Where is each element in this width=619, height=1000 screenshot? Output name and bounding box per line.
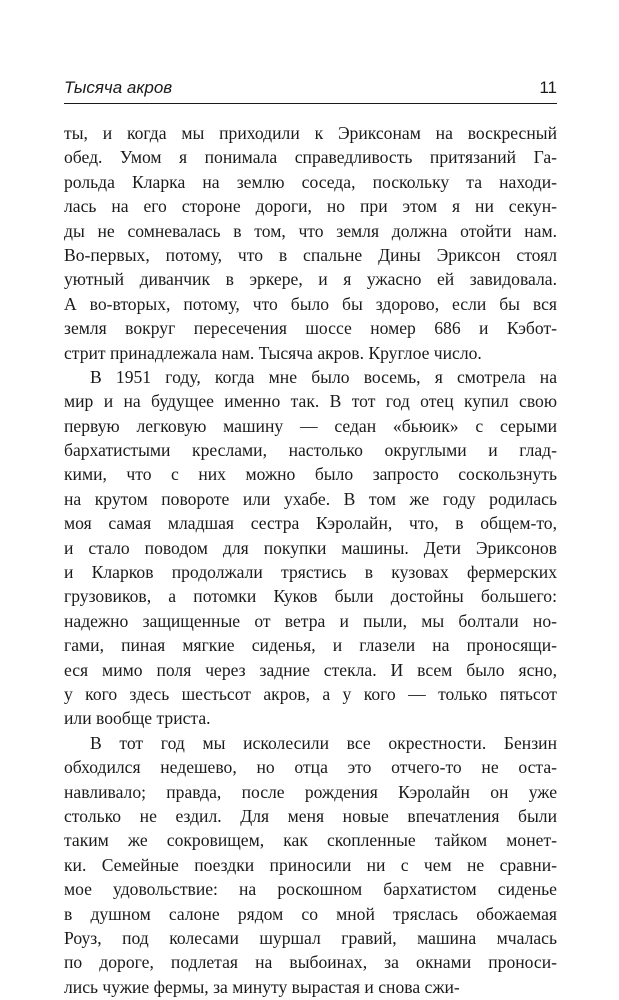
text-line: В тот год мы исколесили все окрестности. Бензин: [90, 732, 557, 753]
text-line: ки. Семейные поездки приносили ни с чем не сравни-: [64, 854, 557, 875]
text-line: земля вокруг пересечения шоссе номер 686 и Кэбот-: [64, 318, 557, 339]
text-line: и Кларков продолжали трястись в кузовах фермерских: [64, 562, 557, 583]
text-line: моя самая младшая сестра Кэролайн, что, в общем-то,: [64, 513, 557, 534]
text-line: мир и на будущее именно так. В тот год отец купил свою: [64, 391, 557, 412]
page-number: 11: [539, 78, 557, 97]
text-line: Во-первых, потому, что в спальне Дины Эриксон стоял: [64, 244, 557, 265]
text-line: столько не ездил. Для меня новые впечатления были: [64, 805, 557, 826]
header-rule: [64, 103, 557, 104]
text-line: рольда Кларка на землю соседа, поскольку та находи-: [64, 171, 557, 192]
text-line: грузовиков, а потомки Куков были достойны большего:: [64, 586, 557, 607]
text-line: таким же сокровищем, как скопленные тайком монет-: [64, 830, 557, 851]
text-line: в душном салоне рядом со мной тряслась обожаемая: [64, 903, 557, 924]
text-line: А во-вторых, потому, что было бы здорово, если бы вся: [64, 293, 557, 314]
text-line: кими, что с них можно было запросто соскользнуть: [64, 464, 557, 485]
running-head: [64, 76, 557, 100]
text-line: Роуз, под колесами шуршал гравий, машина мчалась: [64, 927, 557, 948]
running-title: Тысяча акров: [64, 78, 173, 97]
text-line: гами, пиная мягкие сиденья, и глазели на проносящи-: [64, 635, 557, 656]
text-line: еся мимо поля через задние стекла. И всем было ясно,: [64, 659, 557, 680]
text-line: ды не сомневалась в том, что земля должна отойти нам.: [64, 220, 557, 241]
text-line: лись чужие фермы, за минуту вырастая и снова сжи-: [64, 976, 460, 997]
text-line: на крутом повороте или ухабе. В том же году родилась: [64, 488, 557, 509]
text-line: первую легковую машину — седан «бьюик» с серыми: [64, 415, 557, 436]
paragraph: [64, 365, 557, 731]
text-line: В 1951 году, когда мне было восемь, я смотрела на: [90, 366, 557, 387]
paragraph: [64, 121, 557, 365]
text-line: мое удовольствие: на роскошном бархатистом сиденье: [64, 879, 557, 900]
text-line: бархатистыми креслами, настолько округлыми и глад-: [64, 440, 557, 461]
text-line: или вообще триста.: [64, 708, 211, 729]
body-text: [64, 121, 557, 999]
text-line: ты, и когда мы приходили к Эриксонам на воскресный: [64, 123, 557, 143]
text-line: у кого здесь шестьсот акров, а у кого — только пятьсот: [64, 683, 557, 704]
text-line: лась на его стороне дороги, но при этом я ни секун-: [64, 196, 557, 217]
text-line: по дороге, подлетая на выбоинах, за окнами проноси-: [64, 952, 557, 973]
paragraph: [64, 731, 557, 999]
text-line: навливало; правда, после рождения Кэролайн он уже: [64, 781, 557, 802]
text-line: надежно защищенные от ветра и пыли, мы болтали но-: [64, 610, 557, 631]
text-line: стрит принадлежала нам. Тысяча акров. Круглое число.: [64, 342, 482, 363]
text-line: обходился недешево, но отца это отчего-то не оста-: [64, 757, 557, 778]
text-line: уютный диванчик в эркере, и я ужасно ей завидовала.: [64, 269, 557, 290]
text-line: и стало поводом для покупки машины. Дети Эриксонов: [64, 537, 557, 558]
text-line: обед. Умом я понимала справедливость притязаний Га-: [64, 147, 557, 168]
